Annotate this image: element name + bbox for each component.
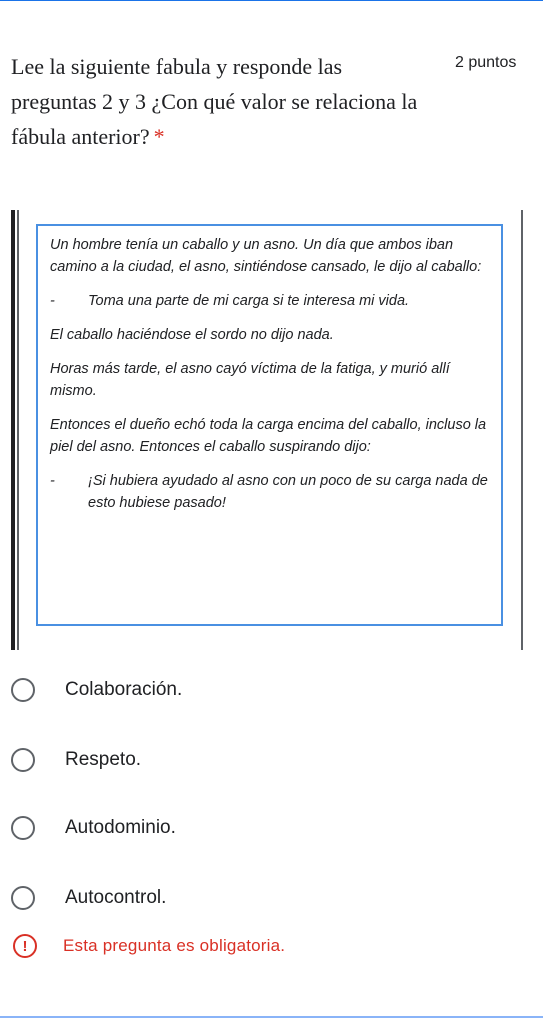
option-autocontrol[interactable] (11, 883, 166, 913)
option-autodominio[interactable] (11, 813, 176, 843)
option-label: Respeto. (65, 749, 142, 770)
radio-button[interactable] (11, 678, 35, 702)
top-divider (0, 0, 543, 1)
image-border-left (11, 210, 15, 650)
error-icon: ! (13, 934, 37, 958)
story-dialog (50, 470, 489, 514)
error-message: Esta pregunta es obligatoria. (63, 936, 286, 955)
radio-button[interactable] (11, 748, 35, 772)
dialog-dash: - (50, 293, 55, 309)
option-colaboracion[interactable] (11, 675, 182, 705)
radio-button[interactable] (11, 816, 35, 840)
story-paragraph: Entonces el dueño echó toda la carga encima del caballo, incluso la piel del asno. Entonces el caballo suspirando dijo: (50, 417, 487, 455)
bottom-divider (0, 1016, 543, 1018)
story-dialog (50, 290, 489, 312)
option-label: Autocontrol. (65, 887, 167, 908)
story-paragraph: El caballo haciéndose el sordo no dijo nada. (50, 327, 334, 343)
required-asterisk: * (153, 124, 165, 149)
story-image (11, 210, 523, 650)
question-text: Lee la siguiente fabula y responde las preguntas 2 y 3 ¿Con qué valor se relaciona la fábula anterior? (11, 54, 418, 149)
story-paragraph: Un hombre tenía un caballo y un asno. Un día que ambos iban camino a la ciudad, el asno, sintiéndose cansado, le dijo al caballo: (50, 237, 482, 275)
points-label: 2 puntos (455, 54, 517, 71)
dialog-text: ¡Si hubiera ayudado al asno con un poco de su carga nada de esto hubiese pasado! (88, 473, 488, 511)
required-error (13, 934, 285, 958)
image-border-left-inner (17, 210, 19, 650)
option-label: Colaboración. (65, 679, 183, 700)
option-respeto[interactable] (11, 745, 141, 775)
image-border-right (521, 210, 523, 650)
story-paragraph: Horas más tarde, el asno cayó víctima de la fatiga, y murió allí mismo. (50, 361, 450, 399)
option-label: Autodominio. (65, 817, 176, 838)
radio-button[interactable] (11, 886, 35, 910)
question-title (11, 49, 431, 154)
story-box (36, 224, 503, 626)
dialog-dash: - (50, 473, 55, 489)
dialog-text: Toma una parte de mi carga si te interesa mi vida. (88, 293, 410, 309)
